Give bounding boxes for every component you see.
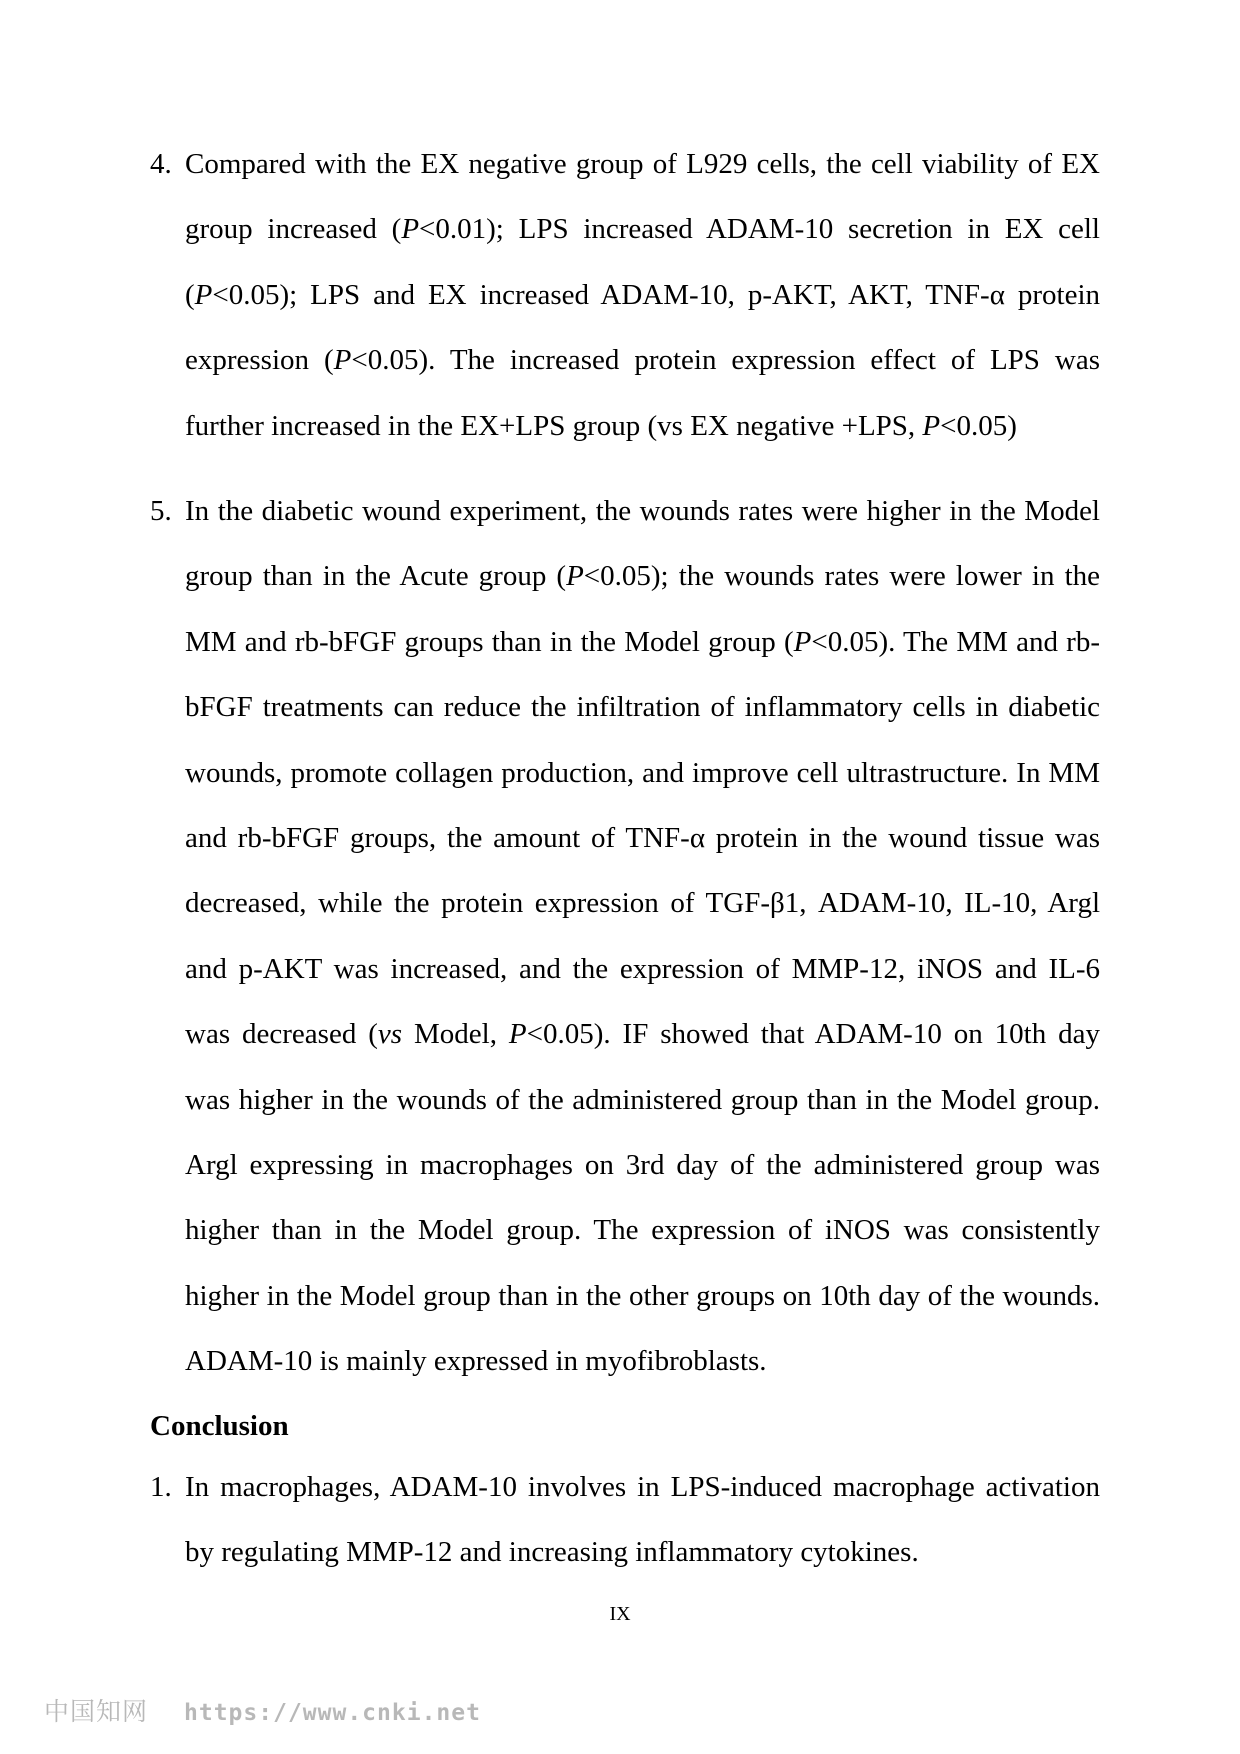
item-number: 1.	[150, 1471, 172, 1503]
italic-text: P	[566, 560, 584, 593]
text-run: <0.05)	[940, 409, 1017, 442]
text-run: <0.05); the wounds rates were lower in the MM and rb-bFGF groups than in the Model group (	[185, 560, 1101, 658]
italic-text: P	[333, 344, 352, 377]
text-run: In macrophages, ADAM-10 involves in LPS-induced macrophage activation by regulating MMP-12 and increasing inflammatory cytokines.	[185, 1471, 1100, 1569]
section-heading-conclusion: Conclusion	[150, 1410, 289, 1442]
watermark-url: https://www.cnki.net	[184, 1700, 481, 1726]
text-run: <0.01); LPS increased ADAM-10 secretion in EX cell (	[185, 213, 1100, 311]
text-run: Model,	[402, 1018, 509, 1051]
page-number: IX	[609, 1603, 631, 1625]
item-number: 4.	[150, 148, 172, 180]
italic-text: vs	[377, 1018, 403, 1051]
item-paragraph	[185, 132, 1100, 459]
text-run: In the diabetic wound experiment, the wounds rates were higher in the Model group than in the Acute group (	[185, 495, 1100, 593]
text-run: Compared with the EX negative group of L929 cells, the cell viability of EX group increased (	[185, 148, 1100, 246]
text-run: <0.05). The increased protein expression effect of LPS was further increased in the EX+LPS group (vs EX negative +LPS,	[185, 344, 1100, 442]
italic-text: P	[793, 625, 812, 658]
watermark-site-name: 中国知网	[44, 1697, 149, 1726]
result-item-4	[150, 132, 1100, 459]
text-run: <0.05); LPS and EX increased ADAM-10, p-AKT, AKT, TNF-α protein expression (	[185, 278, 1100, 377]
text-run: <0.05). The MM and rb-bFGF treatments can reduce the infiltration of inflammatory cells in diabetic wounds, promote collagen production, and improve cell ultrastructure. In MM and rb-bFGF groups, the amount of TNF-α protein in the wound tissue was decreased, while the protein expression of TGF-β1, ADAM-10, IL-10, Argl and p-AKT was increased, and the expression of MMP-12, iNOS and IL-6 was decreased (	[185, 625, 1100, 1051]
result-item-5	[150, 479, 1100, 1395]
item-paragraph	[185, 1455, 1100, 1586]
italic-text: P	[508, 1018, 527, 1051]
item-paragraph	[185, 479, 1100, 1395]
italic-text: P	[401, 213, 420, 246]
item-number: 5.	[150, 495, 172, 527]
conclusion-item-1	[150, 1455, 1100, 1586]
italic-text: P	[194, 278, 213, 311]
italic-text: P	[922, 409, 941, 442]
text-run: <0.05). IF showed that ADAM-10 on 10th day was higher in the wounds of the administered group than in the Model group. Argl expressing in macrophages on 3rd day of the administered group was higher than in the Model group. The expression of iNOS was consistently higher in the Model group than in the other groups on 10th day of the wounds. ADAM-10 is mainly expressed in myofibroblasts.	[185, 1018, 1101, 1378]
cnki-watermark	[44, 1692, 481, 1728]
